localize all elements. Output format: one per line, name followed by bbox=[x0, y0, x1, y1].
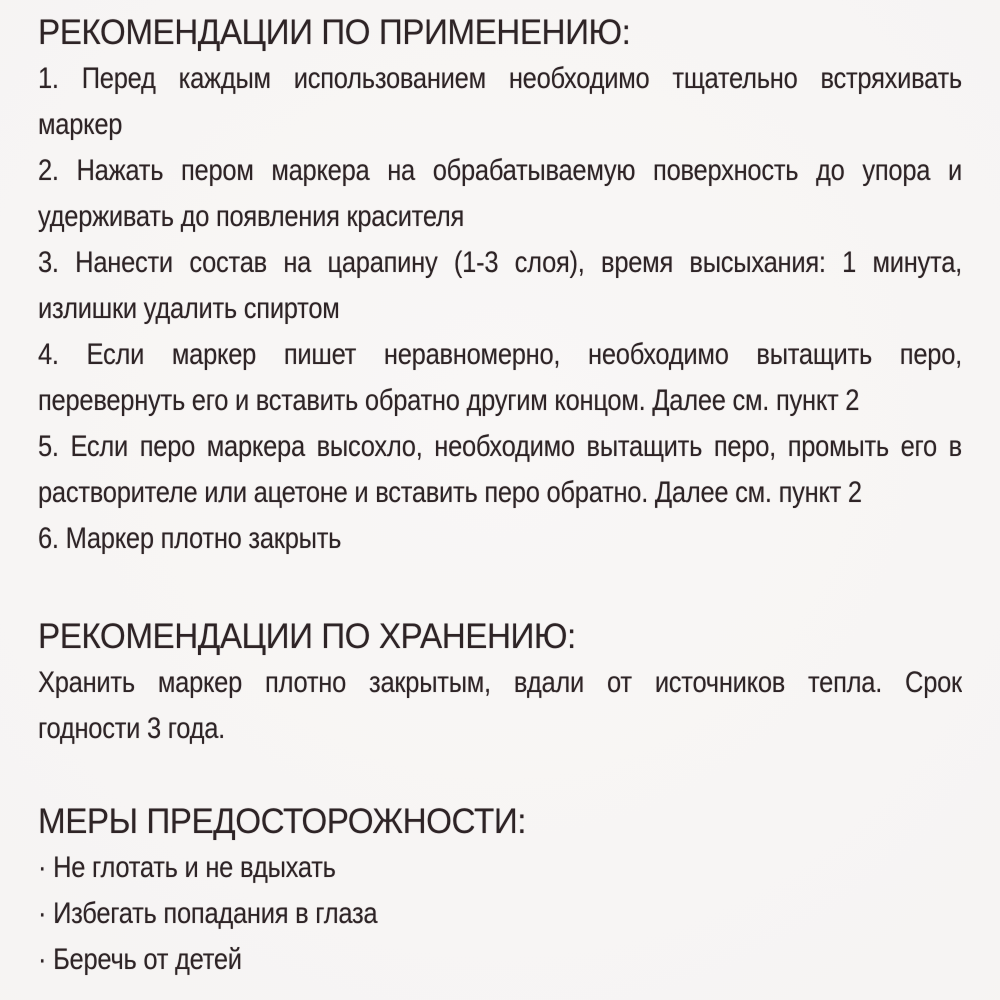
usage-heading: РЕКОМЕНДАЦИИ ПО ПРИМЕНЕНИЮ: bbox=[38, 13, 631, 52]
usage-section bbox=[38, 10, 1000, 562]
precaution-item: · Беречь от детей bbox=[38, 943, 242, 976]
precautions-section bbox=[38, 799, 1000, 983]
precaution-item: · Не глотать и не вдыхать bbox=[38, 851, 336, 884]
usage-line: 6. Маркер плотно закрыть bbox=[38, 522, 342, 555]
storage-line: Хранить маркер плотно закрытым, вдали от источников тепла. Срок bbox=[38, 666, 962, 699]
usage-line: 1. Перед каждым использованием необходимо тщательно встряхивать bbox=[38, 62, 962, 95]
storage-heading: РЕКОМЕНДАЦИИ ПО ХРАНЕНИЮ: bbox=[38, 617, 576, 656]
storage-line: годности 3 года. bbox=[38, 712, 225, 745]
usage-line: 4. Если маркер пишет неравномерно, необходимо вытащить перо, bbox=[38, 338, 962, 371]
usage-line: маркер bbox=[38, 108, 123, 141]
usage-line: 3. Нанести состав на царапину (1-3 слоя), время высыхания: 1 минута, bbox=[38, 246, 962, 279]
precautions-heading: МЕРЫ ПРЕДОСТОРОЖНОСТИ: bbox=[38, 802, 527, 841]
precaution-item: · Избегать попадания в глаза bbox=[38, 897, 378, 930]
usage-line: удерживать до появления красителя bbox=[38, 200, 465, 233]
usage-line: излишки удалить спиртом bbox=[38, 292, 340, 325]
usage-line: 2. Нажать пером маркера на обрабатываемую поверхность до упора и bbox=[38, 154, 962, 187]
storage-section bbox=[38, 614, 1000, 752]
usage-line: 5. Если перо маркера высохло, необходимо вытащить перо, промыть его в bbox=[38, 430, 962, 463]
usage-line: растворителе или ацетоне и вставить перо обратно. Далее см. пункт 2 bbox=[38, 476, 862, 509]
usage-line: перевернуть его и вставить обратно другим концом. Далее см. пункт 2 bbox=[38, 384, 860, 417]
